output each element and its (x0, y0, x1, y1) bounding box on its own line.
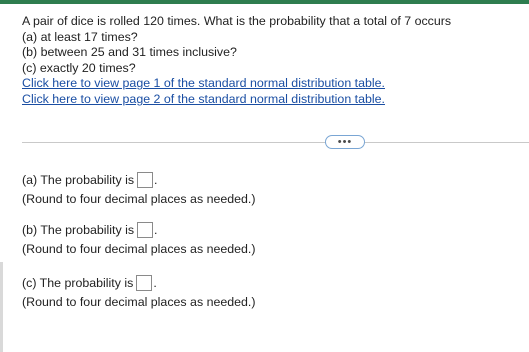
answer-b-input[interactable] (137, 222, 153, 238)
normal-table-page-1-link[interactable]: Click here to view page 1 of the standard normal distribution table. (22, 76, 385, 91)
top-accent-bar (0, 0, 529, 4)
answer-b-period: . (154, 223, 158, 237)
section-divider (22, 142, 529, 143)
answer-a-note: (Round to four decimal places as needed.) (22, 192, 256, 206)
answer-a-label: (a) The probability is (22, 173, 135, 187)
answer-c-period: . (153, 276, 157, 290)
question-stem: A pair of dice is rolled 120 times. What is the probability that a total of 7 occurs (22, 14, 452, 28)
answer-a-period: . (154, 173, 158, 187)
answer-c-note: (Round to four decimal places as needed.) (22, 295, 256, 309)
answer-b-label: (b) The probability is (22, 223, 135, 237)
answer-b-note: (Round to four decimal places as needed.) (22, 242, 256, 256)
question-part-b: (b) between 25 and 31 times inclusive? (22, 45, 237, 60)
expand-more-button[interactable] (325, 135, 365, 149)
answer-c-label: (c) The probability is (22, 276, 134, 290)
answer-b (22, 220, 256, 258)
answer-a (22, 170, 256, 208)
answer-a-input[interactable] (137, 172, 153, 188)
normal-table-page-2-link[interactable]: Click here to view page 2 of the standard normal distribution table. (22, 91, 385, 106)
answer-c (22, 273, 256, 311)
question-part-c: (c) exactly 20 times? (22, 60, 136, 75)
more-dots-icon: ••• (337, 135, 353, 148)
question-block (22, 14, 451, 108)
answer-c-input[interactable] (136, 275, 152, 291)
question-part-a: (a) at least 17 times? (22, 29, 138, 44)
left-scroll-edge (0, 262, 3, 352)
